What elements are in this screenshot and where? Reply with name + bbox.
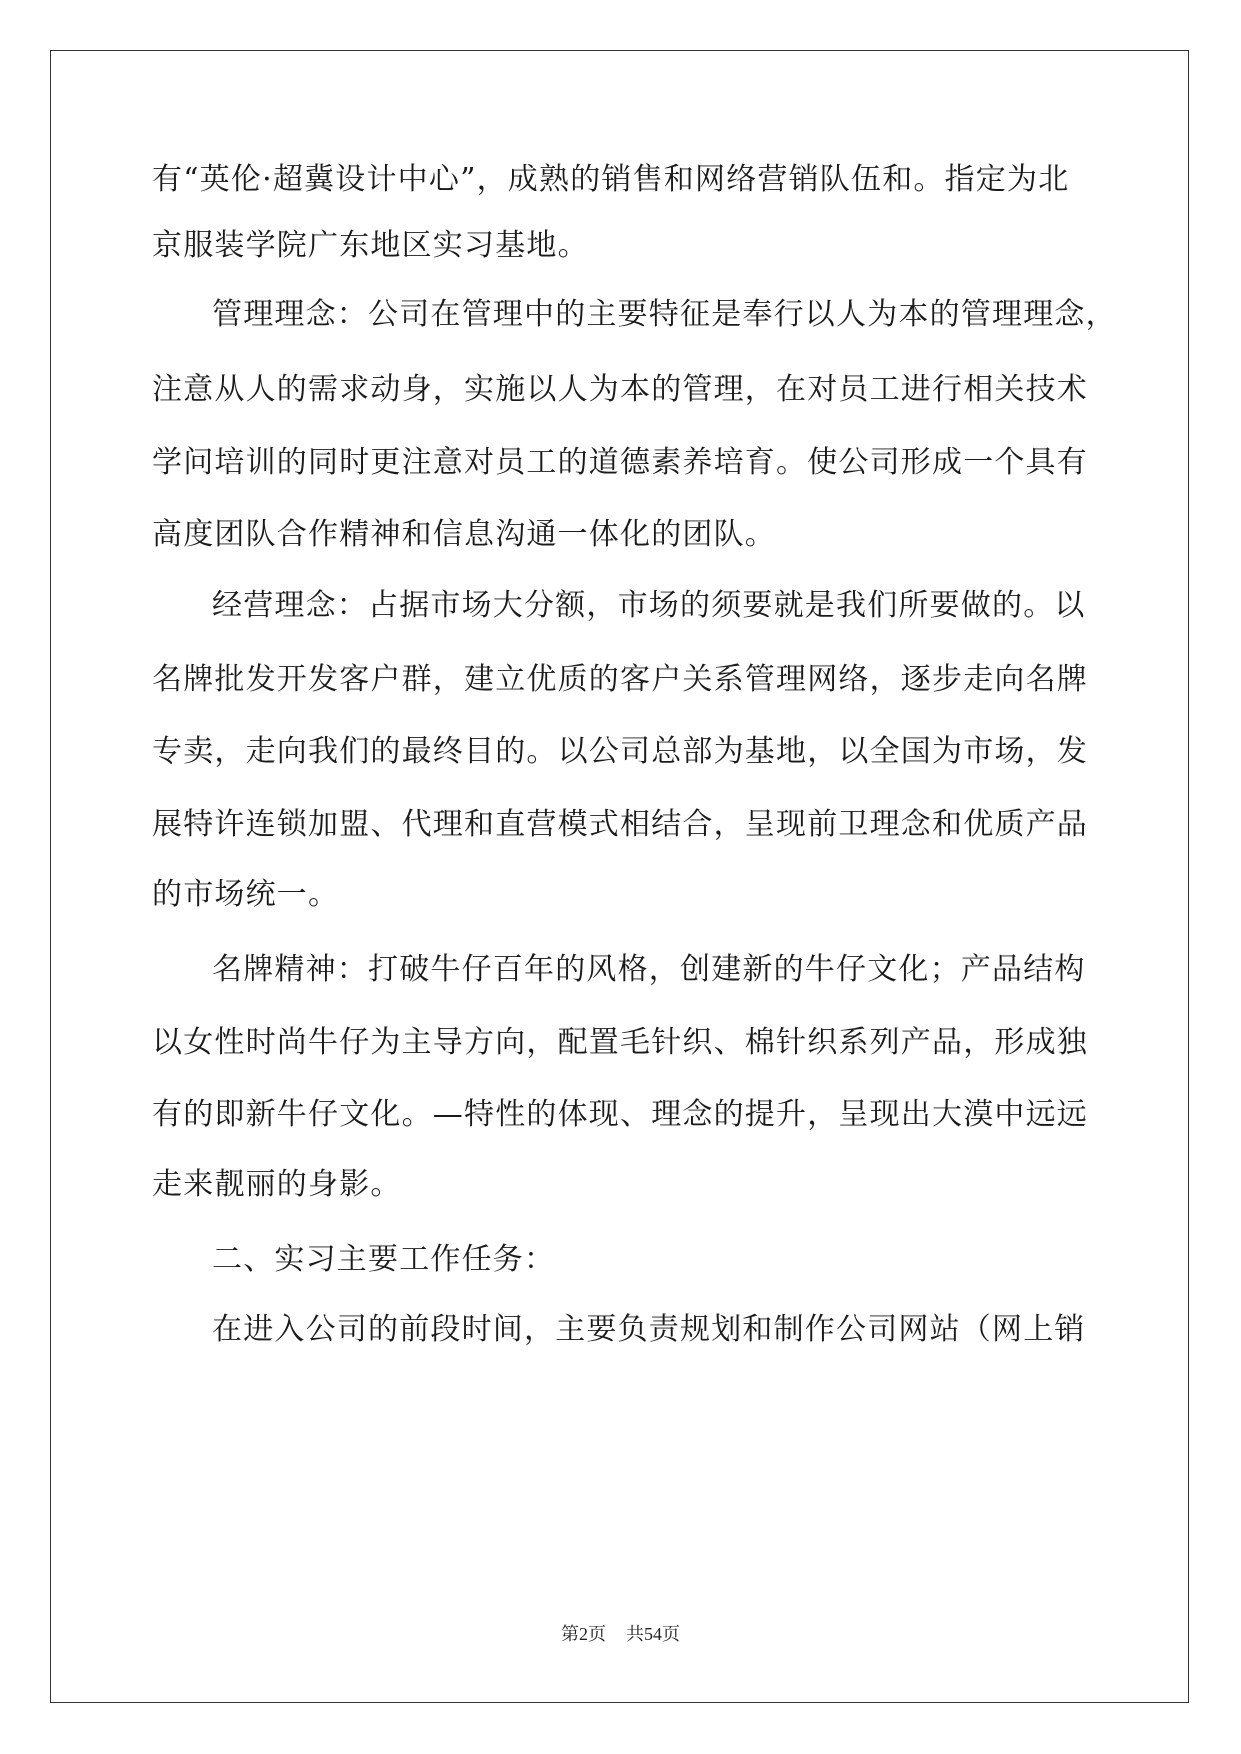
text-line: 有的即新牛仔文化。—特性的体现、理念的提升，呈现出大漠中远远	[152, 1097, 1088, 1132]
text-line: 注意从人的需求动身，实施以人为本的管理，在对员工进行相关技术	[152, 372, 1088, 407]
text-line: 有“英伦·超冀设计中心”，成熟的销售和网络营销队伍和。指定为北	[152, 162, 1070, 197]
text-line: 展特许连锁加盟、代理和直营模式相结合，呈现前卫理念和优质产品	[152, 807, 1088, 842]
text-line: 的市场统一。	[152, 877, 340, 912]
paragraph-start-line: 经营理念：占据市场大分额，市场的须要就是我们所要做的。以	[212, 588, 1086, 623]
page-footer	[0, 1620, 1241, 1646]
text-line: 以女性时尚牛仔为主导方向，配置毛针织、棉针织系列产品，形成独	[152, 1025, 1088, 1060]
text-line: 学问培训的同时更注意对员工的道德素养培育。使公司形成一个具有	[152, 445, 1088, 480]
text-line: 京服装学院广东地区实习基地。	[152, 228, 589, 263]
text-line: 名牌批发开发客户群，建立优质的客户关系管理网络，逐步走向名牌	[152, 662, 1088, 697]
text-line: 走来靓丽的身影。	[152, 1167, 402, 1202]
paragraph-start-line: 在进入公司的前段时间，主要负责规划和制作公司网站（网上销	[212, 1312, 1086, 1347]
total-pages: 共54页	[626, 1624, 680, 1644]
paragraph-start-line: 名牌精神：打破牛仔百年的风格，创建新的牛仔文化；产品结构	[212, 952, 1086, 987]
paragraph-start-line: 管理理念：公司在管理中的主要特征是奉行以人为本的管理理念，	[212, 297, 1117, 332]
text-line: 高度团队合作精神和信息沟通一体化的团队。	[152, 517, 776, 552]
page-number: 第2页	[561, 1624, 606, 1644]
section-heading: 二、实习主要工作任务：	[212, 1242, 556, 1277]
text-line: 专卖，走向我们的最终目的。以公司总部为基地，以全国为市场，发	[152, 734, 1088, 769]
